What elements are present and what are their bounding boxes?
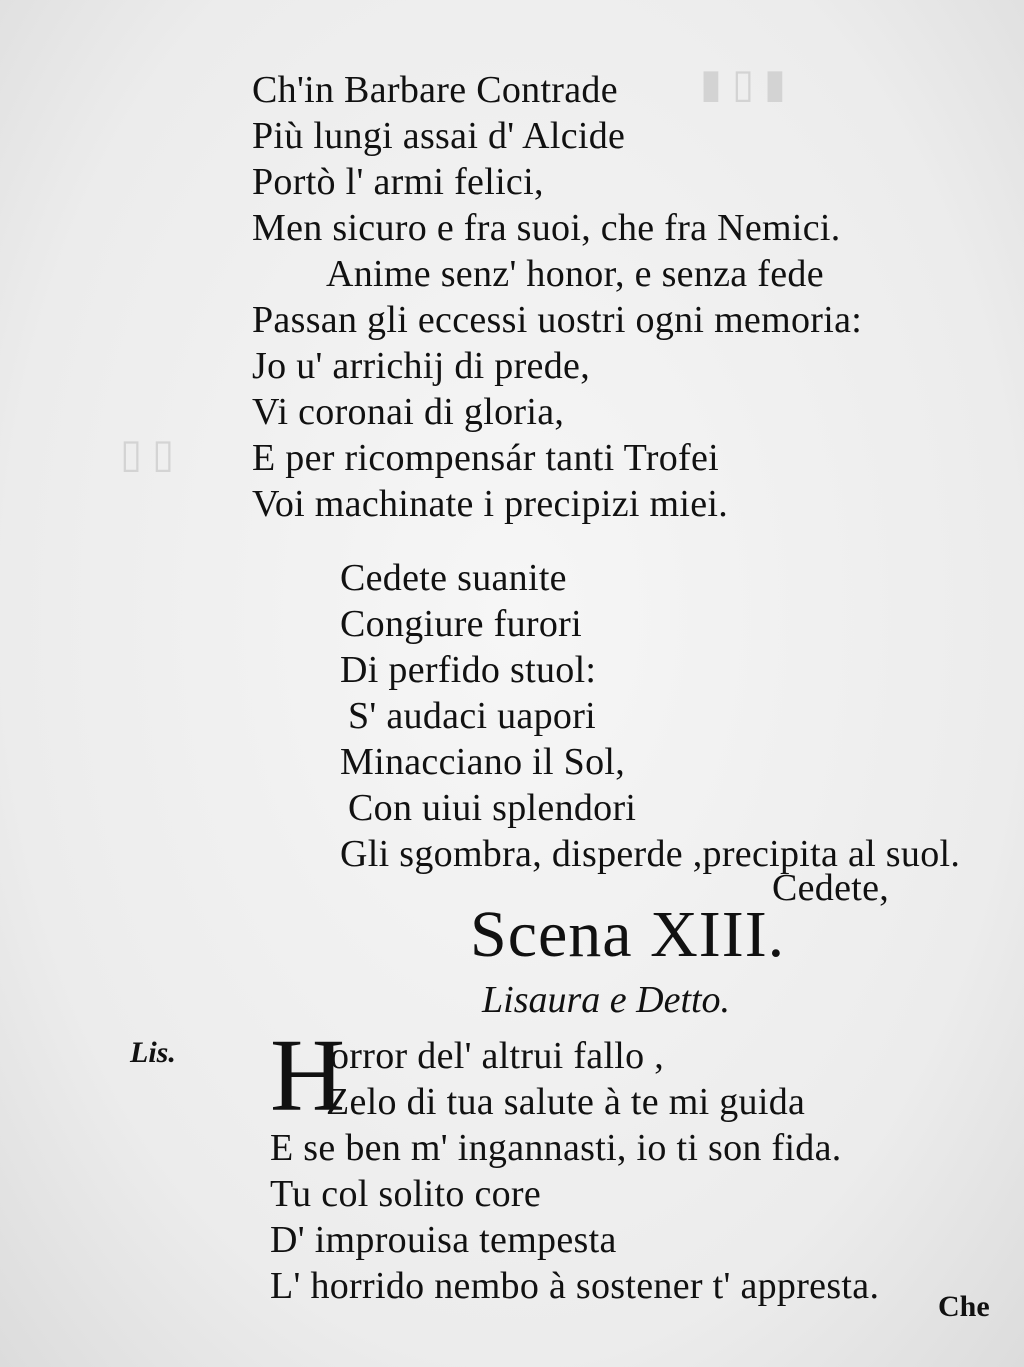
verse-line: Zelo di tua salute à te mi guida [326,1081,806,1123]
verse-line: Tu col solito core [270,1173,542,1215]
verse-line: Portò l' armi felici, [252,161,544,203]
aria-line: Con uiui splendori [348,787,637,829]
verse-line: Vi coronai di gloria, [252,391,565,433]
aria-line: Gli sgombra, disperde ,precipita al suol. [340,833,961,875]
verse-line: Voi machinate i precipizi miei. [252,483,729,525]
aria-line: Minacciano il Sol, [340,741,626,783]
verse-line: Più lungi assai d' Alcide [252,115,626,157]
verse-line: Jo u' arrichij di prede, [252,345,590,387]
verse-line: D' improuisa tempesta [270,1219,617,1261]
verse-line: Men sicuro e fra suoi, che fra Nemici. [252,207,841,249]
bleed-through-mark: ▮ ▯ ▮ [700,61,787,106]
aria-line: Cedete suanite [340,557,567,599]
verse-line: orror del' altrui fallo , [330,1035,665,1077]
scene-title: Scena XIII. [470,898,786,971]
aria-line: Di perfido stuol: [340,649,597,691]
aria-end: Cedete, [772,867,890,909]
verse-line: E se ben m' ingannasti, io ti son fida. [270,1127,842,1169]
verse-line: Ch'in Barbare Contrade [252,69,618,111]
speaker-label: Lis. [130,1036,176,1069]
scene-characters: Lisaura e Detto. [482,979,731,1021]
aria-line: Congiure furori [340,603,582,645]
bleed-through-mark: ▯ ▯ [120,431,175,476]
verse-line: Passan gli eccessi uostri ogni memoria: [252,299,863,341]
aria-line: S' audaci uapori [348,695,597,737]
verse-line: L' horrido nembo à sostener t' appresta. [270,1265,880,1307]
drop-cap: H [270,1018,346,1133]
catchword: Che [938,1290,990,1323]
verse-line: E per ricompensár tanti Trofei [252,437,720,479]
verse-line: Anime senz' honor, e senza fede [326,253,824,295]
